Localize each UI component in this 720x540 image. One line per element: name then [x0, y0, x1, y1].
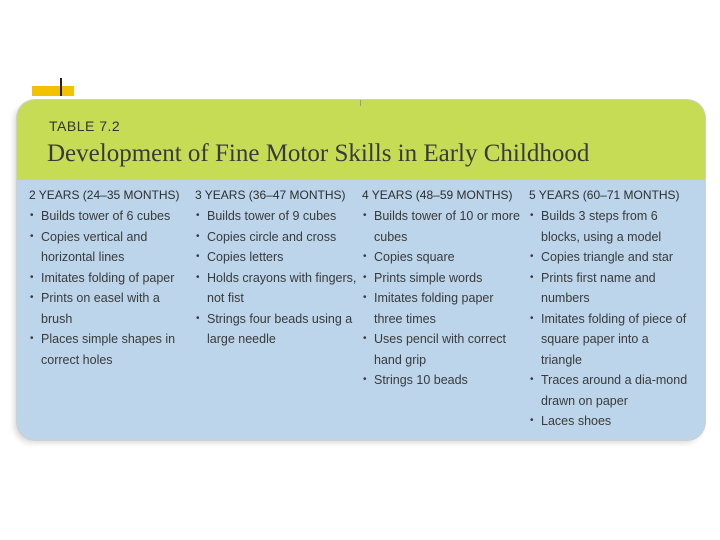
list-item-text: Places simple shapes in correct holes: [41, 332, 176, 367]
list-item: [195, 247, 357, 268]
list-item-text: Prints simple words: [374, 270, 483, 285]
list-item-text: Traces around a dia-mond drawn on paper: [541, 373, 688, 408]
list-item: [195, 227, 357, 248]
bullet-icon: •: [196, 271, 200, 283]
list-item-text: Holds crayons with fingers, not fist: [207, 270, 357, 305]
list-item-text: Laces shoes: [541, 414, 612, 428]
table-header: [17, 100, 705, 180]
list-item-text: Strings 10 beads: [374, 373, 468, 387]
bullet-icon: •: [530, 271, 534, 283]
bullet-icon: •: [530, 210, 534, 221]
list-item: [29, 206, 191, 227]
list-item: [362, 247, 524, 268]
list-item: [29, 288, 191, 329]
list-item: [195, 309, 357, 350]
column-heading: 2 YEARS (24–35 MONTHS): [29, 188, 180, 202]
list-item-text: Builds tower of 6 cubes: [41, 209, 171, 223]
skill-list: [362, 206, 524, 391]
list-item: [529, 268, 691, 309]
list-item-text: Imitates folding of piece of square paper into a triangle: [541, 311, 687, 367]
list-item: [529, 206, 691, 247]
bullet-icon: •: [30, 230, 34, 242]
list-item-text: Imitates folding paper three times: [374, 291, 494, 326]
list-item-text: Builds tower of 9 cubes: [207, 209, 337, 223]
column-heading: 5 YEARS (60–71 MONTHS): [529, 188, 680, 202]
column-4-years: [362, 188, 524, 391]
list-item: [362, 288, 524, 329]
list-item-text: Copies circle and cross: [207, 229, 337, 244]
table-card: [17, 100, 705, 440]
list-item-text: Strings four beads using a large needle: [207, 311, 353, 346]
bullet-icon: •: [363, 251, 367, 262]
bullet-icon: •: [530, 251, 534, 262]
list-item: [29, 329, 191, 370]
bullet-icon: •: [363, 374, 367, 385]
list-item-text: Copies square: [374, 250, 455, 264]
bullet-icon: •: [530, 374, 534, 385]
list-item: [529, 247, 691, 268]
list-item-text: Copies triangle and star: [541, 250, 674, 264]
list-item: [29, 268, 191, 289]
list-item: [529, 411, 691, 432]
list-item: [362, 268, 524, 289]
bullet-icon: •: [30, 292, 34, 303]
bullet-icon: •: [30, 271, 34, 283]
list-item: [362, 206, 524, 247]
bullet-icon: •: [530, 415, 534, 426]
list-item-text: Uses pencil with correct hand grip: [374, 332, 506, 367]
skill-list: [195, 206, 357, 350]
list-item-text: Prints first name and numbers: [541, 270, 656, 305]
list-item: [529, 370, 691, 411]
bullet-icon: •: [363, 271, 367, 283]
skill-list: [529, 206, 691, 432]
bullet-icon: •: [30, 333, 34, 344]
list-item: [529, 309, 691, 371]
bullet-icon: •: [363, 333, 367, 344]
list-item: [362, 329, 524, 370]
column-3-years: [195, 188, 357, 350]
table-title: Development of Fine Motor Skills in Early Childhood: [47, 140, 590, 167]
list-item-text: Prints on easel with a brush: [41, 291, 160, 326]
column-heading: 4 YEARS (48–59 MONTHS): [362, 188, 513, 202]
column-heading: 3 YEARS (36–47 MONTHS): [195, 188, 346, 202]
list-item-text: Copies vertical and horizontal lines: [41, 229, 148, 264]
list-item-text: Imitates folding of paper: [41, 270, 175, 285]
list-item: [195, 268, 357, 309]
table-columns: [17, 180, 705, 440]
bullet-icon: •: [363, 292, 367, 303]
list-item-text: Builds tower of 10 or more cubes: [374, 209, 520, 244]
list-item-text: Copies letters: [207, 250, 284, 264]
column-2-years: [29, 188, 191, 370]
column-5-years: [529, 188, 691, 432]
list-item: [362, 370, 524, 391]
bullet-icon: •: [30, 210, 34, 221]
accent-tick: [60, 78, 62, 96]
list-item: [29, 227, 191, 268]
list-item-text: Builds 3 steps from 6 blocks, using a model: [541, 209, 662, 244]
list-item: [195, 206, 357, 227]
table-label: TABLE 7.2: [49, 118, 121, 134]
bullet-icon: •: [363, 210, 367, 221]
bullet-icon: •: [196, 312, 200, 324]
bullet-icon: •: [196, 210, 200, 221]
bullet-icon: •: [196, 251, 200, 262]
skill-list: [29, 206, 191, 370]
bullet-icon: •: [530, 312, 534, 324]
bullet-icon: •: [196, 230, 200, 242]
accent-bar: [32, 86, 74, 96]
